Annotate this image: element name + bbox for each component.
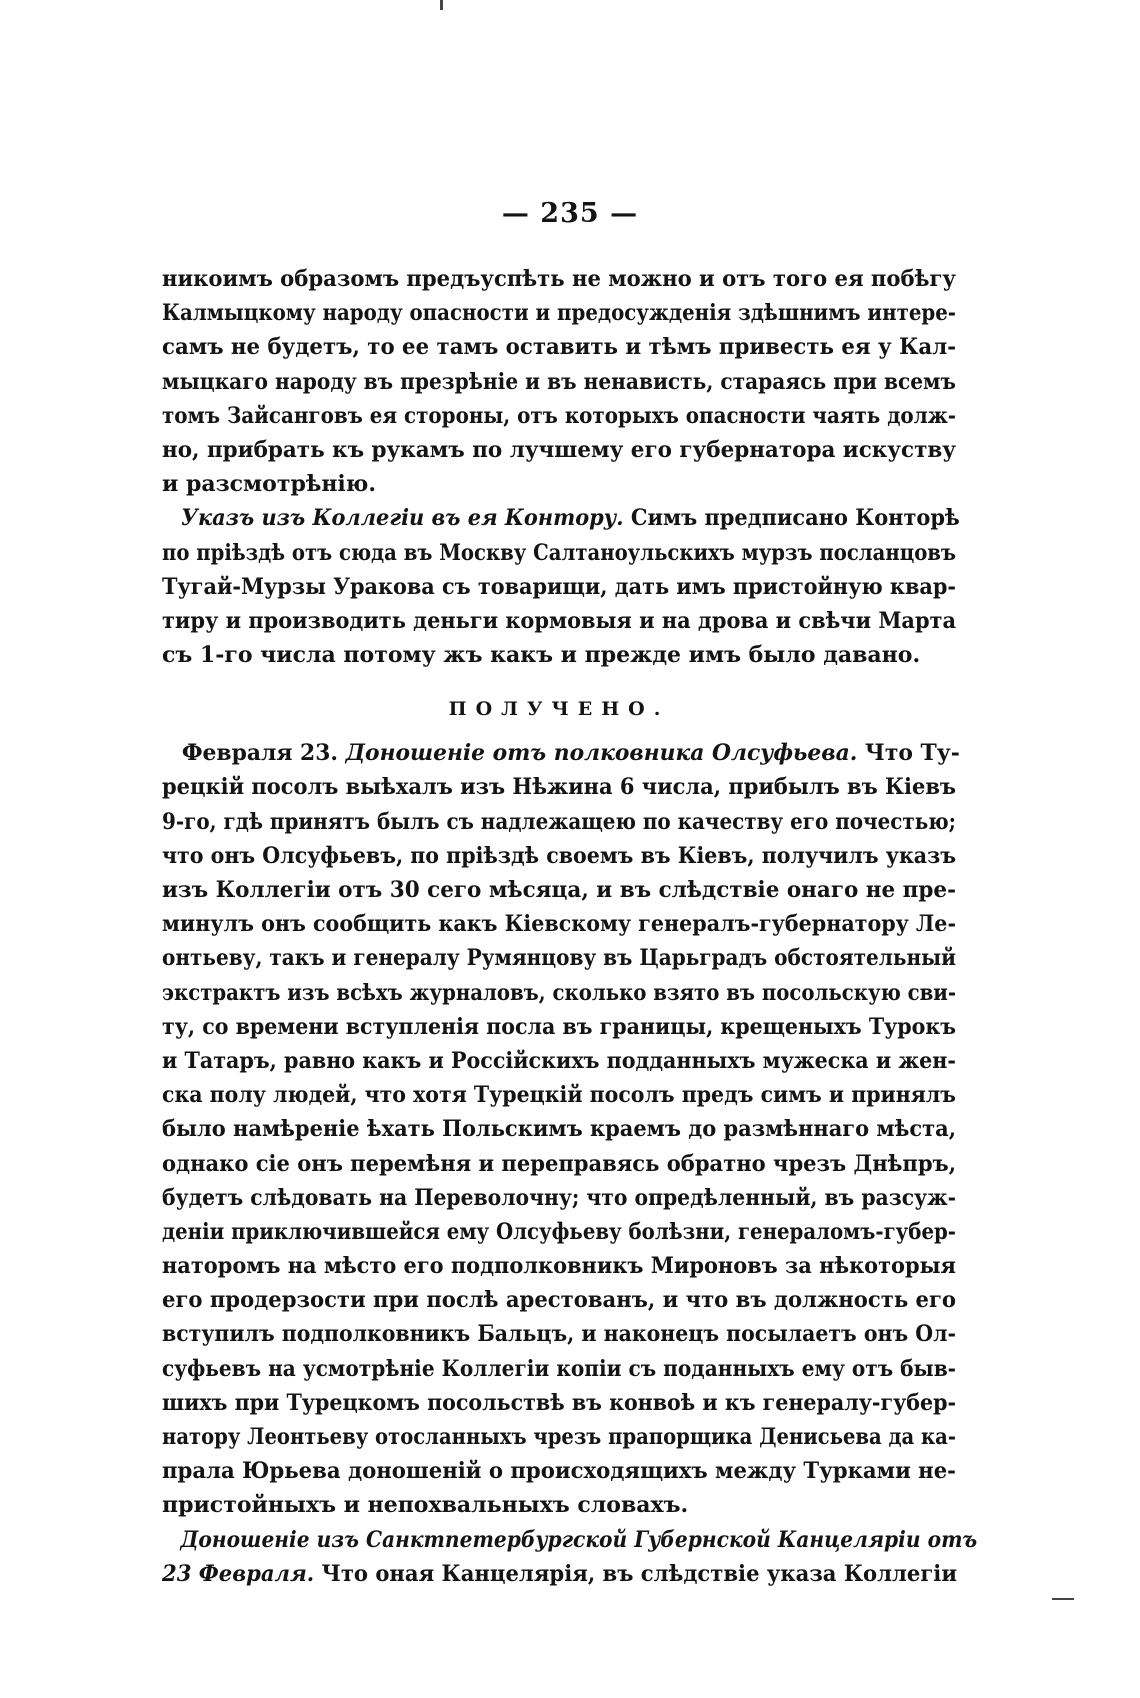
italic-lead: Доношеніе изъ Санктпетербургской Губернской Канцеляріи отъ	[180, 1526, 978, 1553]
text-line: ска полу людей, что хотя Турецкій посолъ предъ симъ и принялъ	[162, 1082, 957, 1109]
text-line: Калмыцкому народу опасности и предосужденія здѣшнимъ интере-	[162, 300, 957, 327]
text-line: ту, со времени вступленія посла въ границы, крещеныхъ Турокъ	[162, 1013, 956, 1040]
text-line: съ 1-го числа потому жъ какъ и прежде имъ было давано.	[162, 642, 921, 669]
text-body	[162, 262, 978, 1591]
italic-lead: Указъ изъ Коллегіи въ ея Контору.	[181, 505, 624, 532]
text-line: по пріѣздѣ отъ сюда въ Москву Салтаноульскихъ мурзъ посланцовъ	[162, 539, 956, 566]
text-line: шихъ при Турецкомъ посольствѣ въ конвоѣ и къ генералу-губер-	[162, 1389, 957, 1416]
text-line: рецкій посолъ выѣхалъ изъ Нѣжина 6 числа, прибылъ въ Кіевъ	[162, 774, 956, 801]
text-line	[162, 1557, 956, 1591]
text-line: пристойныхъ и непохвальныхъ словахъ.	[162, 1492, 689, 1519]
text-line: но, прибрать къ рукамъ по лучшему его губернатора искуству	[162, 436, 957, 463]
text-line: однако сіе онъ перемѣня и переправясь обратно чрезъ Днѣпръ,	[162, 1150, 957, 1177]
paragraph	[162, 1523, 978, 1591]
text-line: и Татаръ, равно какъ и Россійскихъ подданныхъ мужеска и жен-	[162, 1047, 956, 1074]
text-line: экстрактъ изъ всѣхъ журналовъ, сколько взято въ посольскую сви-	[162, 979, 957, 1006]
text-line: суфьевъ на усмотрѣніе Коллегіи копіи съ поданныхъ ему отъ быв-	[162, 1355, 957, 1382]
section-heading: ПОЛУЧЕНО.	[448, 698, 670, 721]
page-number: — 235 —	[501, 198, 639, 229]
text-run: Что оная Канцелярія, въ слѣдствіе указа Коллегіи	[321, 1560, 957, 1587]
text-line: деніи приключившейся ему Олсуфьеву болѣзни, генераломъ-губер-	[162, 1218, 956, 1245]
text-line	[162, 1523, 978, 1557]
text-line: вступилъ подполковникъ Бальцъ, и наконецъ посылаетъ онъ Ол-	[162, 1321, 956, 1348]
italic-lead: 23 Февраля.	[162, 1560, 315, 1587]
text-line: было намѣреніе ѣхать Польскимъ краемъ до размѣннаго мѣста,	[162, 1116, 957, 1143]
text-line: онтьеву, такъ и генералу Румянцову въ Царьградъ обстоятельный	[162, 945, 957, 972]
text-line	[162, 736, 976, 770]
text-line: его продерзости при послѣ арестованъ, и что въ должность его	[162, 1287, 957, 1314]
text-line: изъ Коллегіи отъ 30 сего мѣсяца, и въ слѣдствіе онаго не пре-	[162, 877, 956, 903]
text-line: никоимъ образомъ предъуспѣть не можно и отъ того ея побѣгу	[162, 266, 956, 292]
text-line: томъ Зайсанговъ ея стороны, отъ которыхъ опасности чаять долж-	[162, 402, 957, 429]
text-line: прала Юрьева доношеній о происходящихъ между Турками не-	[162, 1458, 956, 1485]
text-line: будетъ слѣдовать на Переволочну; что опредѣленный, въ разсуж-	[162, 1184, 957, 1211]
scan-mark	[1052, 1598, 1074, 1600]
text-run: Что Ту-	[857, 740, 960, 767]
text-line: тиру и производить деньги кормовыя и на дрова и свѣчи Марта	[162, 607, 957, 634]
text-line: самъ не будетъ, то ее тамъ оставить и тѣмъ привесть ея у Кал-	[162, 334, 957, 361]
text-run: Симъ предписано Конторѣ	[623, 505, 960, 532]
text-line: наторомъ на мѣсто его подполковникъ Мироновъ за нѣкоторыя	[162, 1253, 957, 1280]
date-lead: Февраля 23.	[181, 740, 339, 767]
paragraph	[162, 262, 956, 501]
text-line: мыцкаго народу въ презрѣніе и въ ненависть, стараясь при всемъ	[162, 368, 957, 395]
text-line: 9-го, гдѣ принятъ былъ съ надлежащею по качеству его почестью;	[162, 808, 957, 835]
text-line: минулъ онъ сообщить какъ Кіевскому генералъ-губернатору Ле-	[162, 911, 957, 938]
text-line: натору Леонтьеву отосланныхъ чрезъ прапорщика Денисьева да ка-	[162, 1424, 956, 1450]
text-line: что онъ Олсуфьевъ, по пріѣздѣ своемъ въ Кіевъ, получилъ указъ	[162, 842, 956, 869]
paragraph	[162, 501, 960, 672]
text-line	[162, 501, 975, 535]
paragraph	[162, 736, 960, 1522]
scan-mark	[440, 0, 443, 10]
text-line: и разсмотрѣнію.	[162, 471, 376, 498]
italic-lead: Доношеніе отъ полковника Олсуфьева.	[345, 740, 858, 767]
text-line: Тугай-Мурзы Уракова съ товарищи, дать имъ пристойную квар-	[162, 573, 956, 600]
